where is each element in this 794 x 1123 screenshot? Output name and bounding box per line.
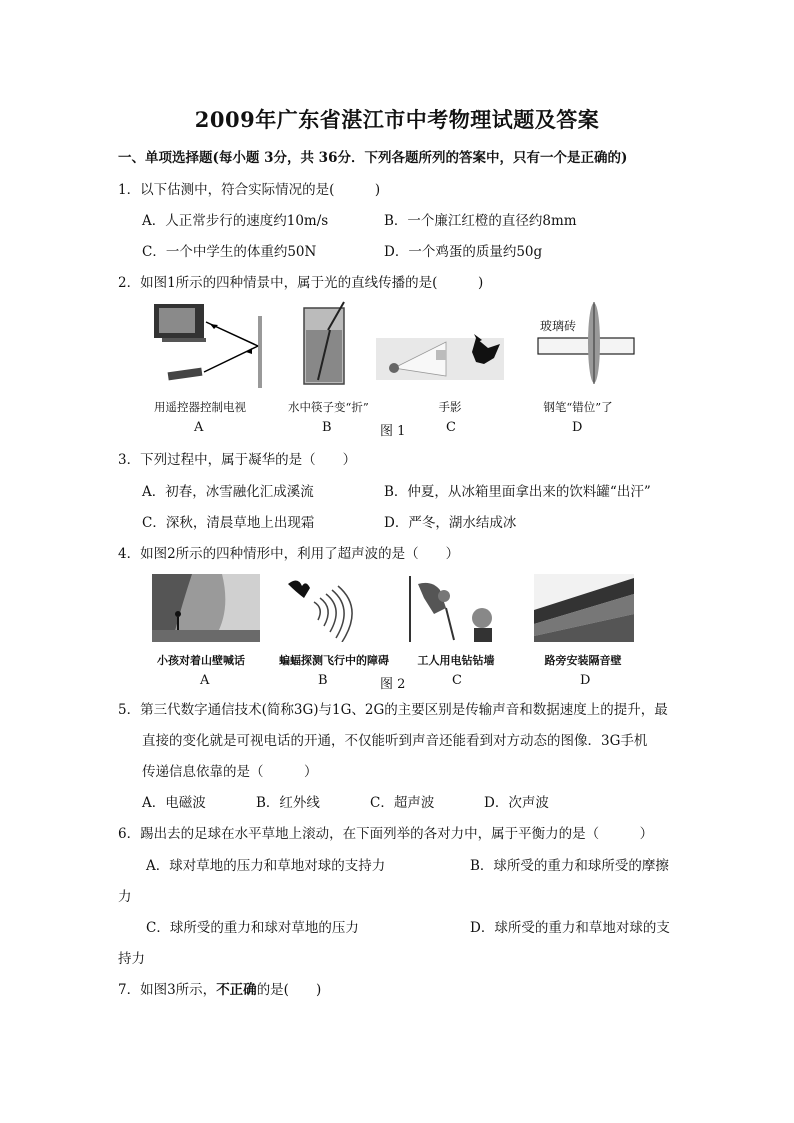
figure2-a-child-shouting bbox=[152, 574, 260, 642]
q4-stem: 4．如图2所示的四种情形中，利用了超声波的是（ ） bbox=[118, 546, 460, 562]
figure1-d-pen-glass-block bbox=[532, 300, 636, 386]
q3-option-d: D．严冬，湖水结成冰 bbox=[384, 515, 517, 531]
figure1-letter-b: B bbox=[322, 420, 332, 435]
figure1-glass-label: 玻璃砖 bbox=[540, 319, 577, 333]
q6-option-c: C．球所受的重力和球对草地的压力 bbox=[146, 920, 359, 936]
figure1-letter-a: A bbox=[194, 420, 204, 435]
figure1-b-chopstick-glass bbox=[298, 300, 354, 388]
q5-option-c: C．超声波 bbox=[370, 795, 435, 811]
q3-option-a: A．初春，冰雪融化汇成溪流 bbox=[142, 484, 314, 500]
q6-option-d: D．球所受的重力和草地对球的支 bbox=[470, 920, 670, 936]
figure2-c-worker-drill bbox=[406, 574, 500, 644]
figure1-caption-d: 钢笔“错位”了 bbox=[543, 400, 613, 414]
q7-stem-pre: 7．如图3所示， bbox=[118, 982, 217, 998]
q3-stem: 3．下列过程中，属于凝华的是（ ） bbox=[118, 452, 357, 468]
figure1-letter-c: C bbox=[446, 420, 456, 435]
q5-option-a: A．电磁波 bbox=[142, 795, 206, 811]
q1-option-c: C．一个中学生的体重约50N bbox=[142, 244, 317, 260]
q3-option-b: B．仲夏，从冰箱里面拿出来的饮料罐“出汗” bbox=[384, 484, 651, 500]
figure2-letter-c: C bbox=[452, 673, 462, 688]
figure1-letter-d: D bbox=[572, 420, 583, 435]
q1-option-b: B．一个廉江红橙的直径约8mm bbox=[384, 213, 577, 229]
q1-option-a: A．人正常步行的速度约10m/s bbox=[142, 213, 329, 229]
figure2-caption-a: 小孩对着山壁喊话 bbox=[157, 654, 245, 667]
q6-stem: 6．踢出去的足球在水平草地上滚动，在下面列举的各对力中，属于平衡力的是（ ） bbox=[118, 826, 654, 842]
q5-option-b: B．红外线 bbox=[256, 795, 320, 811]
figure1-a-remote-tv bbox=[148, 298, 270, 394]
figure1-c-hand-shadow bbox=[376, 324, 504, 380]
figure2-caption-b: 蝙蝠探测飞行中的障碍 bbox=[279, 654, 389, 667]
figure2-label: 图 2 bbox=[380, 677, 406, 692]
section-heading: 一、单项选择题(每小题 3分，共 36分．下列各题所列的答案中，只有一个是正确的) bbox=[118, 150, 628, 166]
figure2-letter-d: D bbox=[580, 673, 591, 688]
figure2-letter-a: A bbox=[200, 673, 210, 688]
figure1-caption-a: 用遥控器控制电视 bbox=[154, 400, 246, 414]
q7-stem-post: 的是( ) bbox=[256, 982, 322, 998]
q5-stem-line3: 传递信息依靠的是（ ） bbox=[142, 764, 318, 780]
figure2-caption-c: 工人用电钻钻墙 bbox=[417, 654, 495, 667]
q3-option-c: C．深秋，清晨草地上出现霜 bbox=[142, 515, 315, 531]
q7-stem-emphasis: 不正确 bbox=[216, 982, 257, 998]
q1-option-d: D．一个鸡蛋的质量约50g bbox=[384, 244, 543, 260]
figure2-caption-d: 路旁安装隔音壁 bbox=[544, 654, 622, 667]
q2-stem: 2．如图1所示的四种情景中，属于光的直线传播的是( ) bbox=[118, 275, 484, 291]
q6-option-d-cont: 持力 bbox=[118, 951, 145, 967]
page-title: 2009年广东省湛江市中考物理试题及答案 bbox=[194, 107, 600, 132]
figure2-d-sound-barrier bbox=[534, 574, 634, 642]
q5-option-d: D．次声波 bbox=[484, 795, 549, 811]
q6-option-b-cont: 力 bbox=[118, 889, 132, 905]
figure1-caption-b: 水中筷子变“折” bbox=[288, 400, 369, 414]
q7-stem bbox=[118, 978, 321, 998]
q5-stem-line1: 5．第三代数字通信技术(简称3G)与1G、2G的主要区别是传输声音和数据速度上的提升，最 bbox=[118, 702, 668, 718]
figure1-label: 图 1 bbox=[380, 424, 406, 439]
figure1-caption-c: 手影 bbox=[438, 400, 462, 414]
q6-option-b: B．球所受的重力和球所受的摩擦 bbox=[470, 858, 669, 874]
q5-stem-line2: 直接的变化就是可视电话的开通，不仅能听到声音还能看到对方动态的图像．3G手机 bbox=[142, 733, 648, 749]
figure2-letter-b: B bbox=[318, 673, 328, 688]
q6-option-a: A．球对草地的压力和草地对球的支持力 bbox=[146, 858, 386, 874]
figure2-b-bat-echo bbox=[284, 572, 370, 642]
q1-stem: 1．以下估测中，符合实际情况的是( ) bbox=[118, 182, 381, 198]
